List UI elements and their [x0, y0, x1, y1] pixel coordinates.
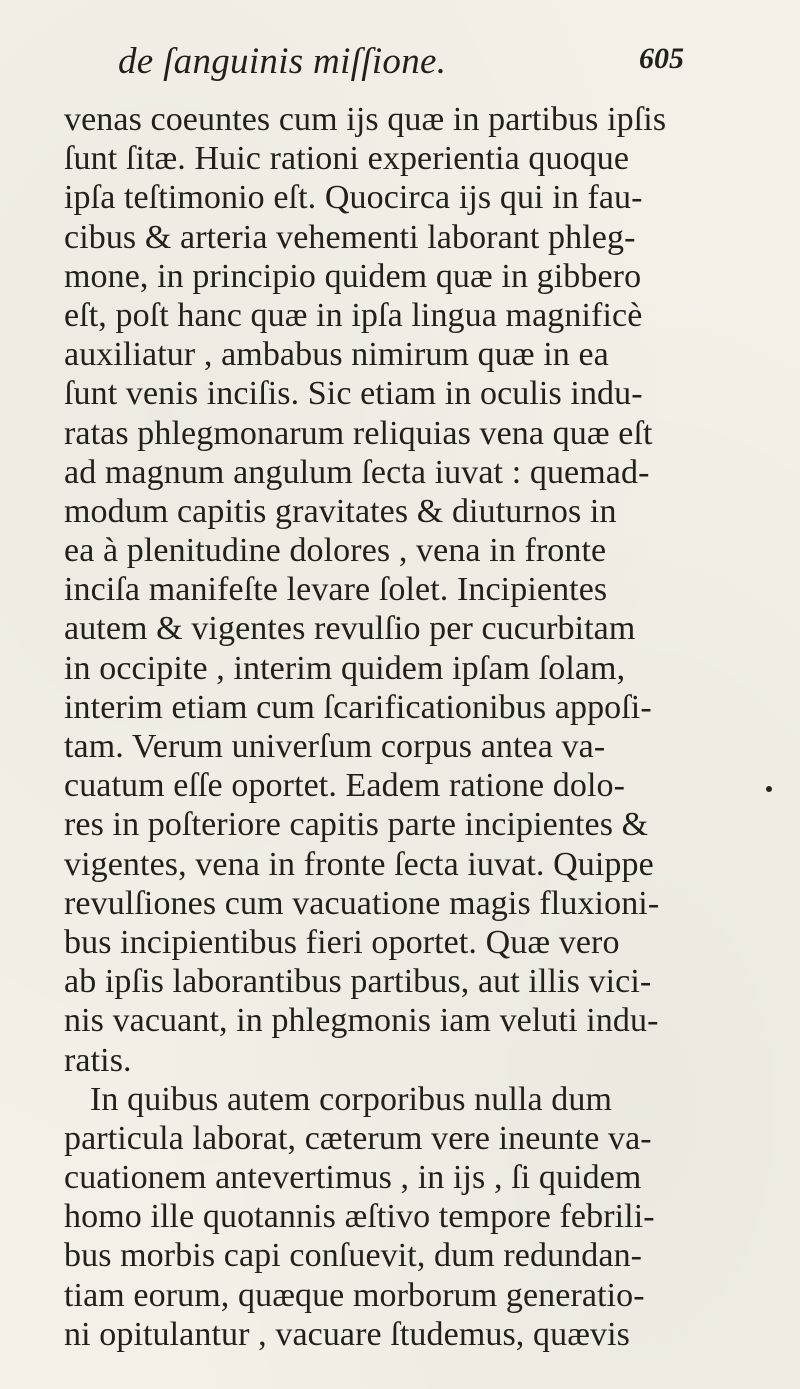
text-line: inciſa manifeſte levare ſolet. Incipientes: [64, 571, 608, 609]
text-line: vigentes, vena in fronte ſecta iuvat. Quippe: [64, 845, 654, 883]
text-line: particula laborat, cæterum vere ineunte va-: [64, 1119, 652, 1157]
page-header: [118, 40, 684, 92]
text-line: in occipite , interim quidem ipſam ſolam,: [64, 649, 626, 687]
text-line: revulſiones cum vacuatione magis fluxioni-: [64, 884, 660, 922]
text-line: autem & vigentes revulſio per cucurbitam: [64, 610, 636, 648]
text-line: cuationem antevertimus , in ijs , ſi quidem: [64, 1159, 642, 1197]
body-text: [64, 100, 764, 1354]
text-line: venas coeuntes cum ijs quæ in partibus ipſis: [64, 101, 667, 138]
text-line: auxiliatur , ambabus nimirum quæ in ea: [64, 336, 609, 374]
text-line: bus incipientibus fieri oportet. Quæ vero: [64, 923, 620, 961]
running-head: de ſanguinis miſſione.: [118, 41, 447, 82]
text-line: ipſa teſtimonio eſt. Quocirca ijs qui in fau-: [64, 179, 643, 217]
paragraph-start-line: In quibus autem corporibus nulla dum: [90, 1080, 613, 1118]
text-line: interim etiam cum ſcarificationibus appoſi-: [64, 688, 652, 726]
text-line: res in poſteriore capitis parte incipientes &: [64, 806, 649, 844]
text-line: cuatum eſſe oportet. Eadem ratione dolo-: [64, 767, 626, 805]
margin-dot: [766, 786, 772, 792]
text-line: ea à plenitudine dolores , vena in fronte: [64, 532, 607, 570]
text-line: eſt, poſt hanc quæ in ipſa lingua magnificè: [64, 296, 643, 334]
text-line: ſunt ſitæ. Huic rationi experientia quoque: [64, 140, 630, 178]
text-line: nis vacuant, in phlegmonis iam veluti indu-: [64, 1002, 659, 1040]
page-number: 605: [639, 42, 684, 75]
text-line: tam. Verum univerſum corpus antea va-: [64, 728, 606, 765]
text-line: ni opitulantur , vacuare ſtudemus, quævis: [64, 1315, 630, 1353]
text-line: ſunt venis inciſis. Sic etiam in oculis indu-: [64, 375, 643, 413]
text-line: mone, in principio quidem quæ in gibbero: [64, 257, 642, 295]
text-line: bus morbis capi conſuevit, dum redundan-: [64, 1237, 643, 1275]
text-line: ratis.: [64, 1041, 132, 1079]
text-line: homo ille quotannis æſtivo tempore febrili-: [64, 1198, 655, 1236]
text-line: modum capitis gravitates & diuturnos in: [64, 492, 617, 530]
text-line: cibus & arteria vehementi laborant phleg-: [64, 218, 636, 256]
text-line: ad magnum angulum ſecta iuvat : quemad-: [64, 453, 650, 491]
text-line: tiam eorum, quæque morborum generatio-: [64, 1276, 645, 1314]
text-line: ab ipſis laborantibus partibus, aut illis vici-: [64, 963, 652, 1001]
text-line: ratas phlegmonarum reliquias vena quæ eſt: [64, 414, 653, 452]
